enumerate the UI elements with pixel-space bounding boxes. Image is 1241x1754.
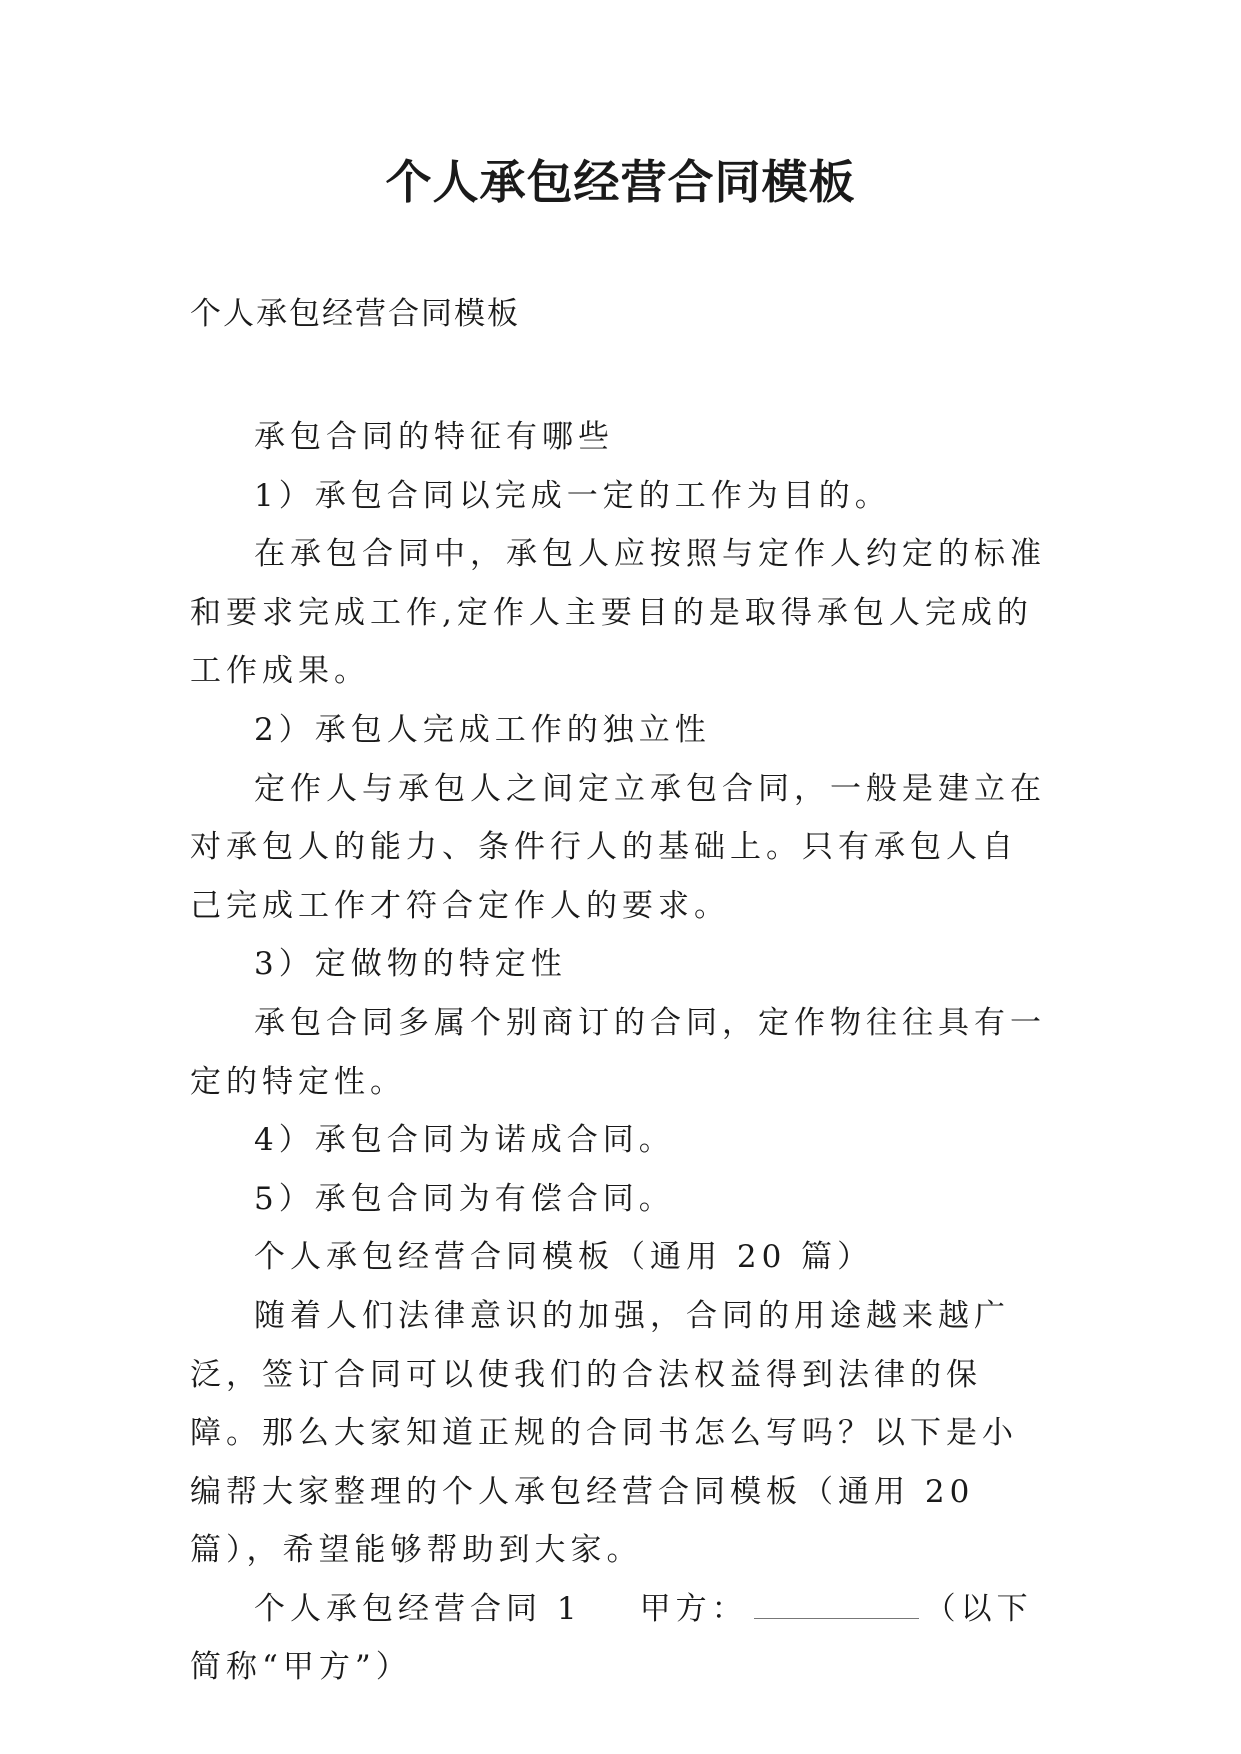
paragraph: 个人承包经营合同模板（通用 20 篇） [254,1239,874,1276]
paragraph: 在承包合同中，承包人应按照与定作人约定的标准和要求完成工作,定作人主要目的是取得承包人完成的工作成果。 [190,536,1046,690]
paragraph: 承包合同多属个别商订的合同，定作物往往具有一定的特定性。 [190,1004,1046,1100]
contract-party-paragraph [190,1580,1050,1697]
paragraph: 1）承包合同以完成一定的工作为目的。 [254,477,891,514]
party-a-blank-line [754,1592,919,1619]
party-a-suffix: （以下简称“甲方”） [190,1590,1033,1686]
paragraph: 4）承包合同为诺成合同。 [254,1122,675,1159]
document-body [190,408,1050,1697]
paragraph: 2）承包人完成工作的独立性 [254,711,711,748]
paragraph: 5）承包合同为有偿合同。 [254,1180,675,1217]
document-title: 个人承包经营合同模板 [385,155,856,209]
document-subtitle: 个人承包经营合同模板 [190,296,520,332]
paragraph: 3）定做物的特定性 [254,946,567,983]
contract-heading: 个人承包经营合同 1 [254,1590,582,1627]
paragraph: 定作人与承包人之间定立承包合同，一般是建立在对承包人的能力、条件行人的基础上。只有承包人自己完成工作才符合定作人的要求。 [190,770,1046,924]
paragraph: 随着人们法律意识的加强，合同的用途越来越广泛，签订合同可以使我们的合法权益得到法律的保障。那么大家知道正规的合同书怎么写吗？以下是小编帮大家整理的个人承包经营合同模板（通用 20 篇），希望能够帮助到大家。 [190,1297,1018,1569]
party-a-label: 甲方： [639,1590,748,1627]
paragraph: 承包合同的特征有哪些 [254,419,614,455]
